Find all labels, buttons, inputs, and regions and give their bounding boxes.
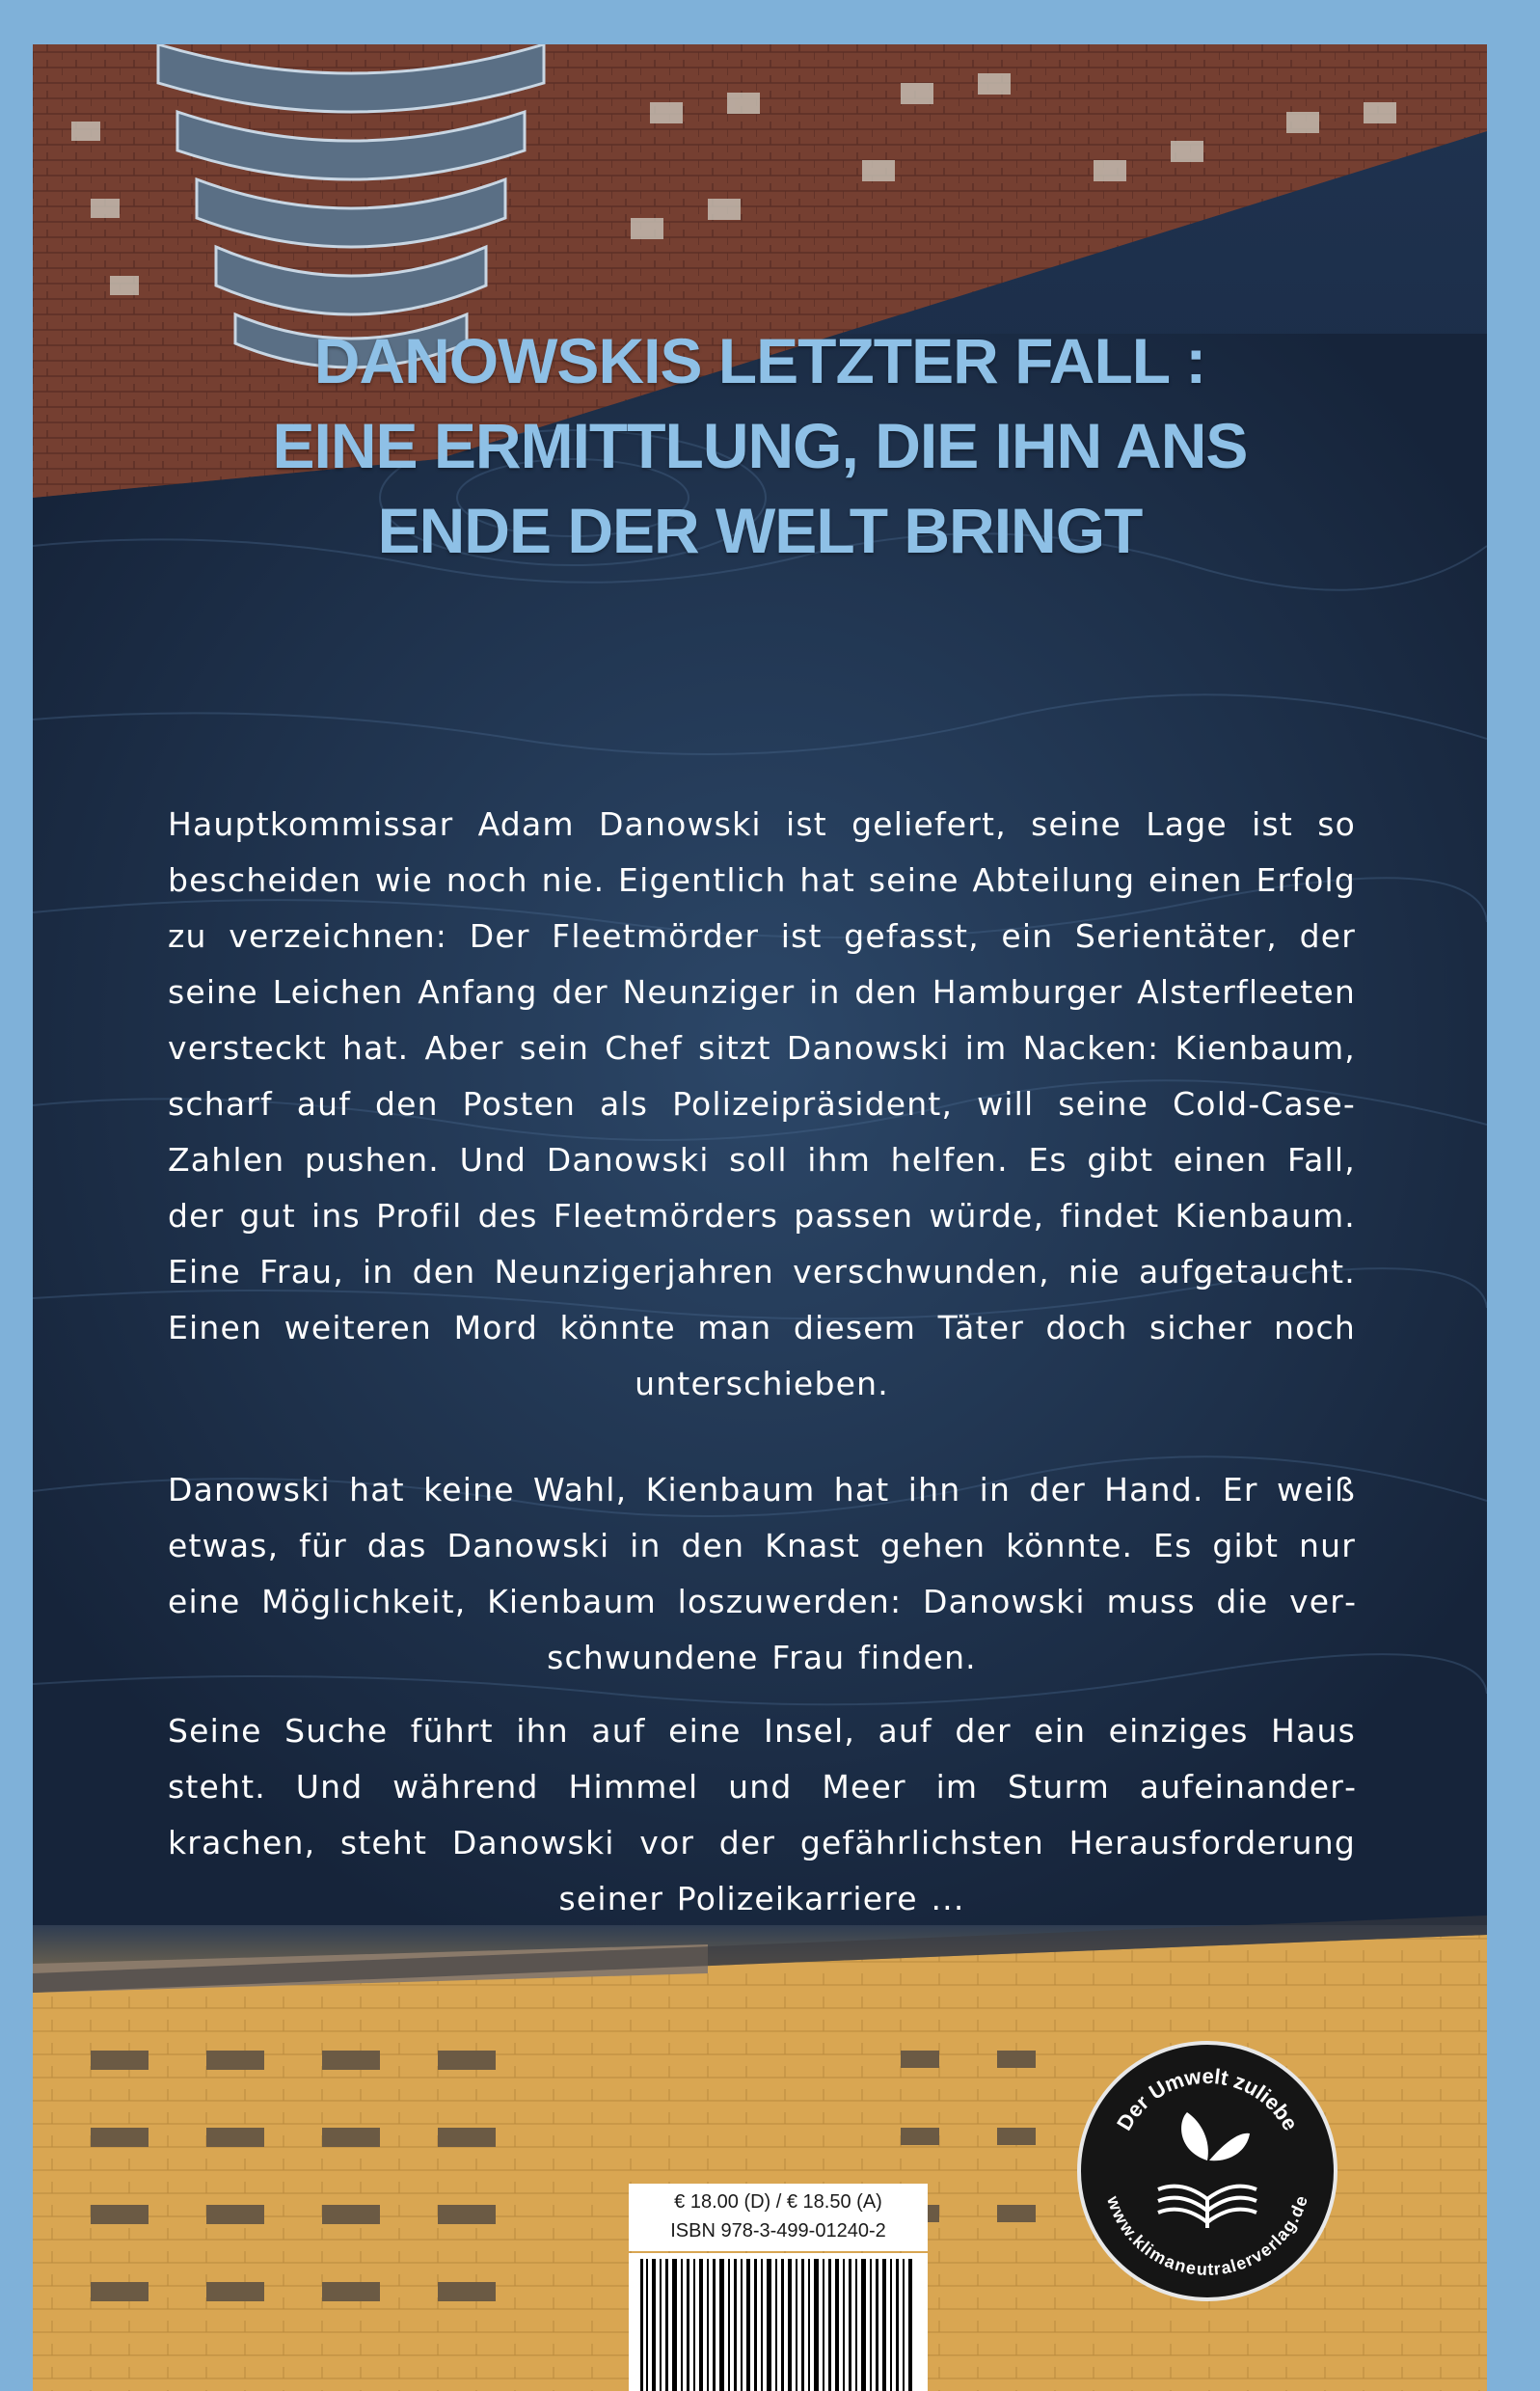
headline-line-3: ENDE DER WELT BRINGT [377, 495, 1143, 566]
book-icon [1158, 2187, 1256, 2228]
headline-line-2: EINE ERMITTLUNG, DIE IHN ANS [272, 410, 1248, 481]
blurb-paragraph-1: Hauptkommissar Adam Danowski ist geliefert, seine Lage ist so bescheiden wie noch nie. Eigentlich hat seine Abteilung einen Erfolg zu verzeichnen: Der Fleetmörder ist gefasst, ein Serientäter, der seine Leichen Anfang der Neunziger in den Hamburger Alsterfleeten versteckt hat. Aber sein Chef sitzt Danowski im Nacken: Kienbaum, scharf auf den Posten als Polizeipräsident, will seine Cold-Case-Zahlen pushen. Und Danowski soll ihm helfen. Es gibt einen Fall, der gut ins Profil des Fleetmörders passen würde, findet Kienbaum. Eine Frau, in den Neunzigerjahren verschwunden, nie aufgetaucht. Einen weiteren Mord könnte man diesem Täter doch sicher noch unterschieben. [168, 805, 1356, 1402]
price-isbn-box [629, 2184, 928, 2251]
back-cover [33, 44, 1487, 2391]
blurb-paragraph-2: Danowski hat keine Wahl, Kienbaum hat ihn in der Hand. Er weiß etwas, für das Danowski in den Knast gehen könnte. Es gibt nur eine Möglichkeit, Kienbaum loszuwerden: Danowski muss die verschwundene Frau finden. [168, 1471, 1356, 1676]
blurb-paragraph-3: Seine Suche führt ihn auf eine Insel, auf der ein einziges Haus steht. Und während Himmel und Meer im Sturm aufeinanderkrachen, steht Danowski vor der gefährlichsten Herausforderung seiner Polizeikarriere ... [168, 1712, 1356, 1917]
climate-neutral-badge [1077, 2041, 1337, 2301]
badge-top-text: Der Umwelt zuliebe [1112, 2063, 1304, 2135]
price-text: € 18.00 (D) / € 18.50 (A) [674, 2191, 882, 2213]
barcode [629, 2253, 928, 2391]
svg-text:Der Umwelt zuliebe [1112, 2064, 1303, 2134]
headline-line-1: DANOWSKIS LETZTER FALL : [313, 325, 1206, 396]
badge-bottom-text: www.klimaneutralerverlag.de [1103, 2193, 1311, 2279]
isbn-text: ISBN 978-3-499-01240-2 [670, 2220, 886, 2242]
leaf-icon [1181, 2112, 1250, 2160]
